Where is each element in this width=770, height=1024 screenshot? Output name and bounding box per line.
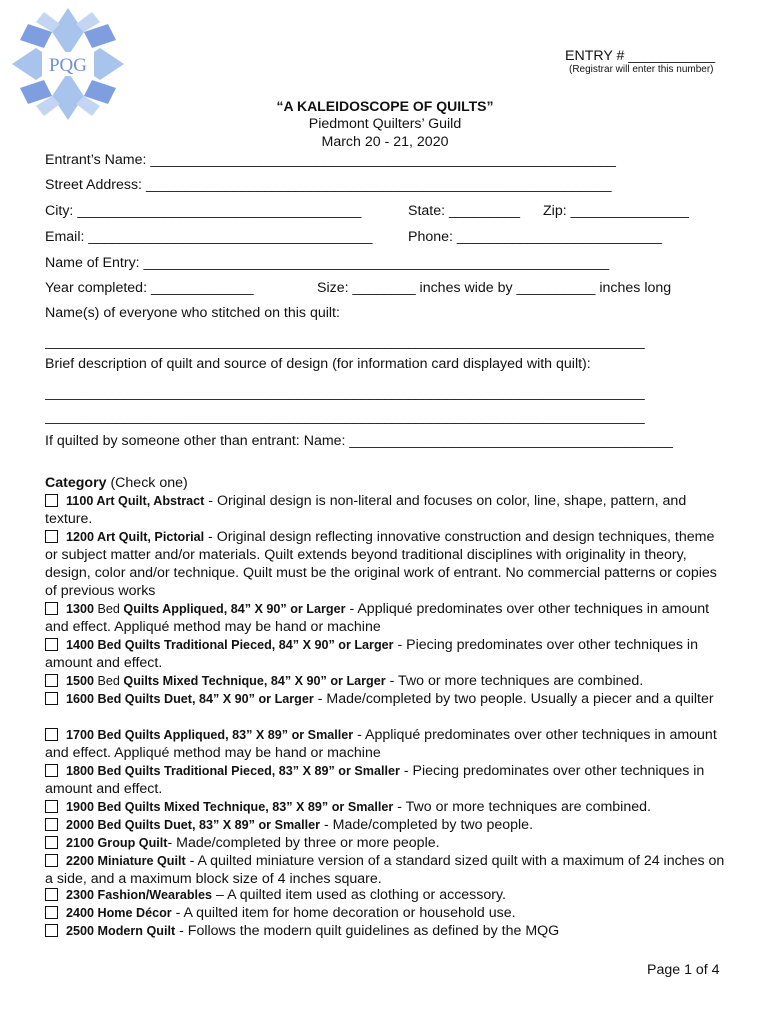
category-option (45, 762, 725, 798)
year-completed-field[interactable]: Year completed: _____________ (45, 280, 254, 296)
stitchers-label: Name(s) of everyone who stitched on this quilt: (45, 305, 340, 321)
street-address-field[interactable]: Street Address: ___________________________________________________________ (45, 177, 612, 193)
category-code-plain: Bed (97, 674, 120, 688)
category-code: 1700 Bed Quilts Appliqued, 83” X 89” or Smaller (66, 728, 354, 742)
category-code-plain: Bed (97, 602, 120, 616)
category-option (45, 816, 725, 834)
checkbox[interactable] (45, 854, 58, 867)
phone-field[interactable]: Phone: __________________________ (408, 229, 663, 245)
category-desc: – A quilted item used as clothing or accessory. (212, 887, 506, 903)
category-option (45, 492, 725, 528)
category-desc: - Two or more techniques are combined. (385, 673, 644, 689)
category-code: 2300 Fashion/Wearables (66, 888, 213, 902)
registrar-note: (Registrar will enter this number) (569, 64, 714, 75)
checkbox[interactable] (45, 906, 58, 919)
category-code: 2200 Miniature Quilt (66, 854, 186, 868)
category-option (45, 798, 725, 816)
category-desc: - Appliqué predominates over other techniques in amount and effect. Appliqué method may be hand or machine (45, 727, 717, 761)
entry-name-field[interactable]: Name of Entry: ___________________________________________________________ (45, 255, 610, 271)
category-option (45, 852, 725, 888)
category-desc: - Appliqué predominates over other techniques in amount and effect. Appliqué method may be hand or machine (45, 601, 710, 635)
entry-number-field[interactable]: ENTRY # ___________ (565, 48, 716, 64)
description-line-2[interactable]: ____________________________________________________________________________ (45, 409, 645, 425)
category-code: 1500 (66, 674, 98, 688)
category-heading-label: Category (45, 475, 107, 491)
description-label: Brief description of quilt and source of design (for information card displayed with quilt): (45, 356, 591, 372)
entrant-name-field[interactable]: Entrant’s Name: ___________________________________________________________ (45, 152, 616, 168)
category-option (45, 690, 725, 708)
checkbox[interactable] (45, 764, 58, 777)
category-code: 2400 Home Décor (66, 906, 172, 920)
category-desc: - Two or more techniques are combined. (393, 799, 651, 815)
checkbox[interactable] (45, 836, 58, 849)
checkbox[interactable] (45, 602, 58, 615)
category-option (45, 528, 725, 600)
category-code: 1200 Art Quilt, Pictorial (66, 530, 205, 544)
checkbox[interactable] (45, 692, 58, 705)
category-desc: - Made/completed by two people. Usually a piecer and a quilter (313, 691, 714, 707)
page-title: “A KALEIDOSCOPE OF QUILTS” (276, 98, 494, 114)
logo-text: PQG (48, 55, 88, 76)
category-option (45, 904, 725, 922)
checkbox[interactable] (45, 638, 58, 651)
event-dates: March 20 - 21, 2020 (321, 134, 449, 150)
category-heading (45, 474, 188, 492)
category-code-rest: Quilts Appliqued, 84” X 90” or Larger (119, 602, 346, 616)
email-field[interactable]: Email: ____________________________________ (45, 229, 373, 245)
category-code: 1300 (66, 602, 98, 616)
category-option (45, 672, 725, 690)
page-number: Page 1 of 4 (647, 962, 720, 978)
category-code: 1600 Bed Quilts Duet, 84” X 90” or Larger (66, 692, 314, 706)
stitchers-line[interactable]: ____________________________________________________________________________ (45, 334, 645, 350)
checkbox[interactable] (45, 800, 58, 813)
category-desc: - Original design is non-literal and focuses on color, line, shape, pattern, and texture. (45, 493, 687, 527)
checkbox[interactable] (45, 728, 58, 741)
category-option (45, 922, 725, 940)
category-code: 2000 Bed Quilts Duet, 83” X 89” or Smaller (66, 818, 321, 832)
checkbox[interactable] (45, 888, 58, 901)
category-code: 1400 Bed Quilts Traditional Pieced, 84” X 90” or Larger (66, 638, 394, 652)
category-desc: - Original design reflecting innovative construction and design techniques, theme or subject matter and/or materials. Quilt extends beyond traditional disciplines with originality in theory, design, color and/or technique. Quilt must be the original work of entrant. No commercial patterns or copies of previous works (45, 529, 717, 599)
category-desc: - Made/completed by two people. (320, 817, 534, 833)
checkbox[interactable] (45, 530, 58, 543)
category-option (45, 886, 725, 904)
size-field[interactable]: Size: ________ inches wide by __________ inches long (317, 280, 672, 296)
category-code: 1900 Bed Quilts Mixed Technique, 83” X 89” or Smaller (66, 800, 394, 814)
category-code: 1800 Bed Quilts Traditional Pieced, 83” X 89” or Smaller (66, 764, 400, 778)
category-option (45, 834, 725, 852)
category-option (45, 636, 725, 672)
checkbox[interactable] (45, 674, 58, 687)
category-code: 1100 Art Quilt, Abstract (66, 494, 205, 508)
category-option (45, 726, 725, 762)
checkbox[interactable] (45, 494, 58, 507)
checkbox[interactable] (45, 924, 58, 937)
category-desc: - A quilted item for home decoration or household use. (171, 905, 516, 921)
category-desc: - Piecing predominates over other techniques in amount and effect. (45, 637, 698, 671)
category-desc: - A quilted miniature version of a standard sized quilt with a maximum of 24 inches on a side, and a maximum block size of 4 inches square. (45, 853, 725, 887)
category-code-rest: Quilts Mixed Technique, 84” X 90” or Larger (119, 674, 386, 688)
category-desc: - Piecing predominates over other techniques in amount and effect. (45, 763, 705, 797)
checkbox[interactable] (45, 818, 58, 831)
category-desc: - Follows the modern quilt guidelines as defined by the MQG (175, 923, 560, 939)
category-code: 2100 Group Quilt (66, 836, 168, 850)
description-line-1[interactable]: ____________________________________________________________________________ (45, 385, 645, 401)
zip-field[interactable]: Zip: _______________ (543, 203, 689, 219)
category-code: 2500 Modern Quilt (66, 924, 176, 938)
organization-name: Piedmont Quilters’ Guild (308, 116, 462, 132)
city-field[interactable]: City: ____________________________________ (45, 203, 362, 219)
category-desc: - Made/completed by three or more people. (167, 835, 440, 851)
category-option (45, 600, 725, 636)
quilted-by-field[interactable]: If quilted by someone other than entrant: Name: _________________________________________ (45, 433, 673, 449)
state-field[interactable]: State: _________ (408, 203, 521, 219)
category-heading-note: (Check one) (106, 475, 188, 491)
